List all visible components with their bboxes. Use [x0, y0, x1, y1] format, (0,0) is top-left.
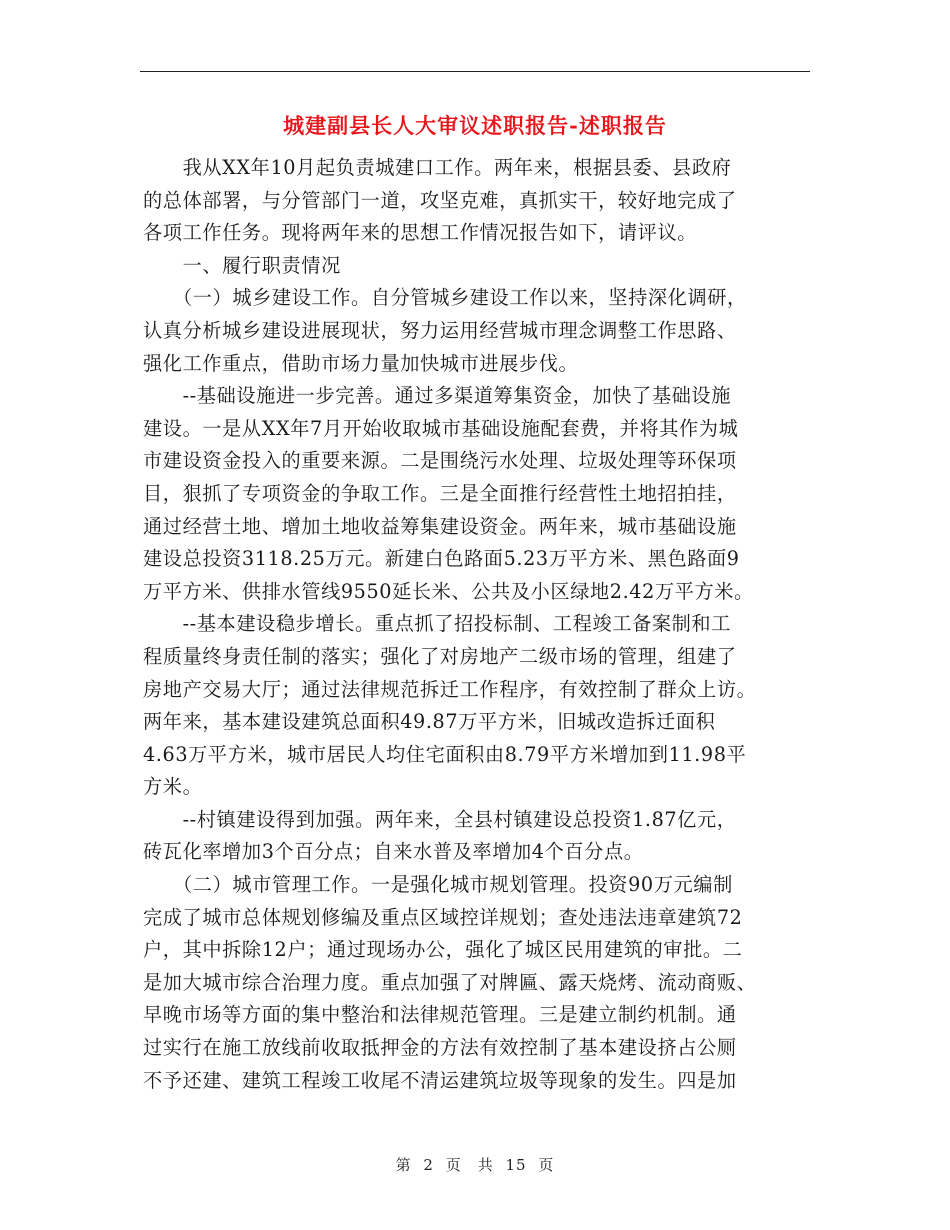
document-title: 城建副县长人大审议述职报告-述职报告 [283, 113, 667, 138]
body-text-line: 建设总投资3118.25万元。新建白色路面5.23万平方米、黑色路面9 [143, 547, 740, 571]
body-text-line: 建设。一是从XX年7月开始收取城市基础设施配套费，并将其作为城 [143, 416, 739, 440]
body-text-line: 强化工作重点，借助市场力量加快城市进展步伐。 [143, 351, 579, 375]
body-text-line: 各项工作任务。现将两年来的思想工作情况报告如下，请评议。 [143, 221, 698, 245]
body-text-line: 的总体部署，与分管部门一道，攻坚克难，真抓实干，较好地完成了 [143, 188, 737, 212]
body-text-line: 程质量终身责任制的落实；强化了对房地产二级市场的管理，组建了 [143, 644, 737, 668]
body-text-line: 方米。 [143, 775, 203, 799]
body-text-line: 户，其中拆除12户；通过现场办公，强化了城区民用建筑的审批。二 [143, 938, 743, 962]
body-text-line: --村镇建设得到加强。两年来，全县村镇建设总投资1.87亿元， [143, 807, 737, 831]
header-rule [140, 71, 810, 72]
body-text-line: 完成了城市总体规划修编及重点区域控详规划；查处违法违章建筑72 [143, 905, 743, 929]
body-text-line: （一）城乡建设工作。自分管城乡建设工作以来，坚持深化调研， [143, 286, 747, 310]
body-text-line: --基础设施进一步完善。通过多渠道筹集资金，加快了基础设施 [143, 384, 732, 408]
page-footer [0, 1154, 950, 1175]
body-text-line: --基本建设稳步增长。重点抓了招投标制、工程竣工备案制和工 [143, 612, 732, 636]
total-page-count: 15 [505, 1156, 527, 1174]
body-text-line: 不予还建、建筑工程竣工收尾不清运建筑垃圾等现象的发生。四是加 [143, 1068, 737, 1092]
body-text-line: 过实行在施工放线前收取抵押金的方法有效控制了基本建设挤占公厕 [143, 1036, 737, 1060]
body-text-line: （二）城市管理工作。一是强化城市规划管理。投资90万元编制 [143, 873, 733, 897]
body-text-line: 市建设资金投入的重要来源。二是围绕污水处理、垃圾处理等环保项 [143, 449, 737, 473]
body-text-line: 通过经营土地、增加土地收益筹集建设资金。两年来，城市基础设施 [143, 514, 737, 538]
body-text-line: 4.63万平方米，城市居民人均住宅面积由8.79平方米增加到11.98平 [143, 742, 747, 766]
footer-mid: 页 共 [445, 1156, 494, 1174]
body-text-line: 认真分析城乡建设进展现状，努力运用经营城市理念调整工作思路、 [143, 318, 737, 342]
footer-suffix: 页 [538, 1156, 555, 1174]
body-text-line: 早晚市场等方面的集中整治和法律规范管理。三是建立制约机制。通 [143, 1003, 737, 1027]
body-text-line: 一、履行职责情况 [143, 253, 341, 277]
body-text-line: 万平方米、供排水管线9550延长米、公共及小区绿地2.42万平方米。 [143, 579, 754, 603]
body-text-line: 两年来，基本建设建筑总面积49.87万平方米，旧城改造拆迁面积 [143, 710, 716, 734]
body-text-line: 是加大城市综合治理力度。重点加强了对牌匾、露天烧烤、流动商贩、 [143, 970, 757, 994]
body-text-line: 砖瓦化率增加3个百分点；自来水普及率增加4个百分点。 [143, 840, 644, 864]
body-text-line: 我从XX年10月起负责城建口工作。两年来，根据县委、县政府 [143, 156, 732, 179]
body-text-line: 房地产交易大厅；通过法律规范拆迁工作程序，有效控制了群众上访。 [143, 677, 757, 701]
document-body [143, 152, 798, 1097]
current-page-number: 2 [423, 1156, 434, 1174]
footer-prefix: 第 [395, 1156, 412, 1174]
body-text-line: 目，狠抓了专项资金的争取工作。三是全面推行经营性土地招拍挂， [143, 481, 737, 505]
